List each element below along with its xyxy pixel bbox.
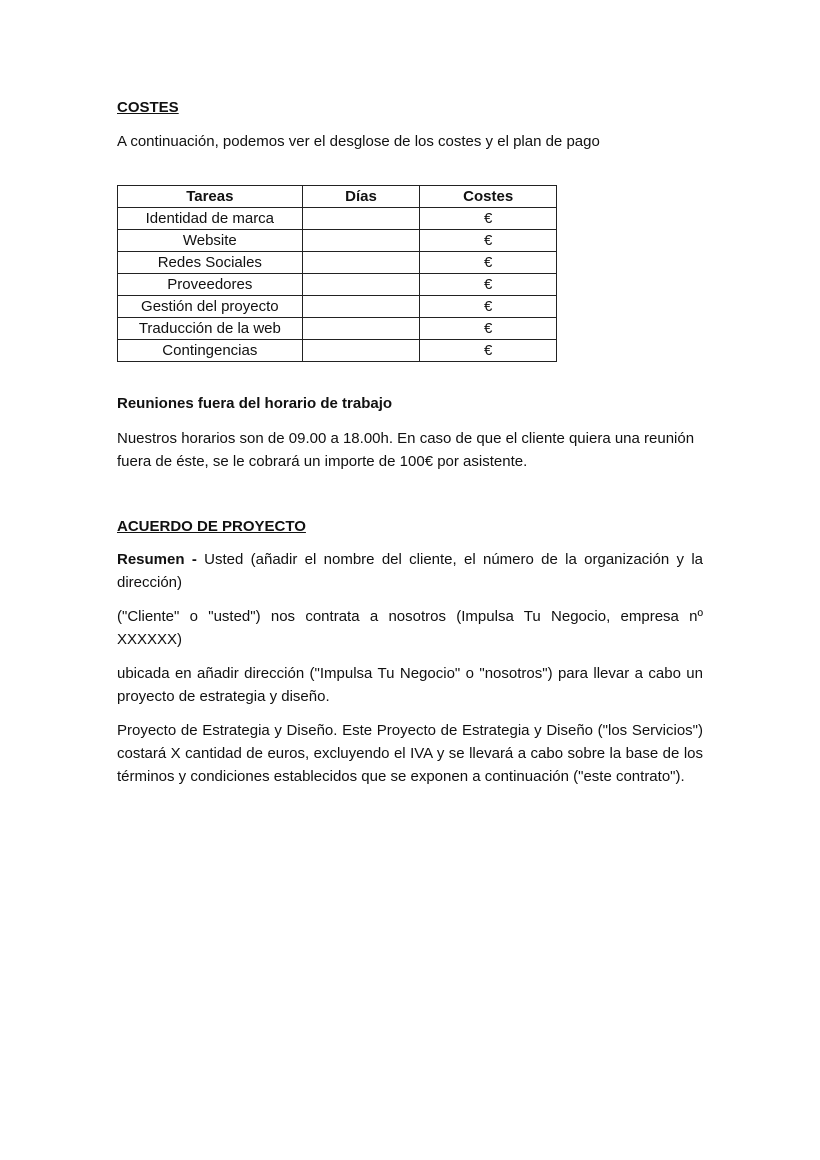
cost-cell: € bbox=[420, 230, 557, 252]
days-cell bbox=[302, 208, 420, 230]
costs-heading: COSTES bbox=[117, 99, 179, 116]
task-cell: Redes Sociales bbox=[118, 252, 303, 274]
meetings-text: Nuestros horarios son de 09.00 a 18.00h. En caso de que el cliente quiera una reunión fuera de éste, se le cobrará un importe de 100€ por asistente. bbox=[117, 430, 695, 470]
days-cell bbox=[302, 296, 420, 318]
agreement-heading: ACUERDO DE PROYECTO bbox=[117, 518, 306, 535]
header-costs: Costes bbox=[420, 186, 557, 208]
cost-cell: € bbox=[420, 274, 557, 296]
days-cell bbox=[302, 230, 420, 252]
header-tasks: Tareas bbox=[118, 186, 303, 208]
costs-table bbox=[117, 185, 557, 362]
table-header-row bbox=[118, 186, 557, 208]
days-cell bbox=[302, 340, 420, 362]
page-content bbox=[117, 98, 703, 788]
task-cell: Contingencias bbox=[118, 340, 303, 362]
agreement-paragraph-project: Proyecto de Estrategia y Diseño. Este Proyecto de Estrategia y Diseño ("los Servicios") costará X cantidad de euros, excluyendo el IVA y se llevará a cabo sobre la base de los términos y condiciones establecidos que se exponen a continuación ("este contrato"). bbox=[117, 722, 703, 785]
task-cell: Identidad de marca bbox=[118, 208, 303, 230]
cost-cell: € bbox=[420, 340, 557, 362]
table-row bbox=[118, 252, 557, 274]
table-row bbox=[118, 208, 557, 230]
cost-cell: € bbox=[420, 318, 557, 340]
cost-cell: € bbox=[420, 252, 557, 274]
agreement-summary bbox=[117, 548, 703, 594]
agreement-paragraph-client: ("Cliente" o "usted") nos contrata a nosotros (Impulsa Tu Negocio, empresa nº XXXXXX) bbox=[117, 608, 703, 648]
summary-label: Resumen - bbox=[117, 551, 197, 568]
task-cell: Proveedores bbox=[118, 274, 303, 296]
costs-intro: A continuación, podemos ver el desglose de los costes y el plan de pago bbox=[117, 133, 600, 150]
agreement-paragraph-location: ubicada en añadir dirección ("Impulsa Tu Negocio" o "nosotros") para llevar a cabo un proyecto de estrategia y diseño. bbox=[117, 665, 703, 705]
summary-text: Usted (añadir el nombre del cliente, el número de la organización y la dirección) bbox=[117, 551, 704, 591]
table-row bbox=[118, 318, 557, 340]
task-cell: Website bbox=[118, 230, 303, 252]
cost-cell: € bbox=[420, 208, 557, 230]
cost-cell: € bbox=[420, 296, 557, 318]
task-cell: Gestión del proyecto bbox=[118, 296, 303, 318]
days-cell bbox=[302, 274, 420, 296]
days-cell bbox=[302, 318, 420, 340]
table-row bbox=[118, 274, 557, 296]
days-cell bbox=[302, 252, 420, 274]
task-cell: Traducción de la web bbox=[118, 318, 303, 340]
header-days: Días bbox=[302, 186, 420, 208]
table-row bbox=[118, 230, 557, 252]
table-row bbox=[118, 340, 557, 362]
table-row bbox=[118, 296, 557, 318]
meetings-heading: Reuniones fuera del horario de trabajo bbox=[117, 395, 393, 412]
